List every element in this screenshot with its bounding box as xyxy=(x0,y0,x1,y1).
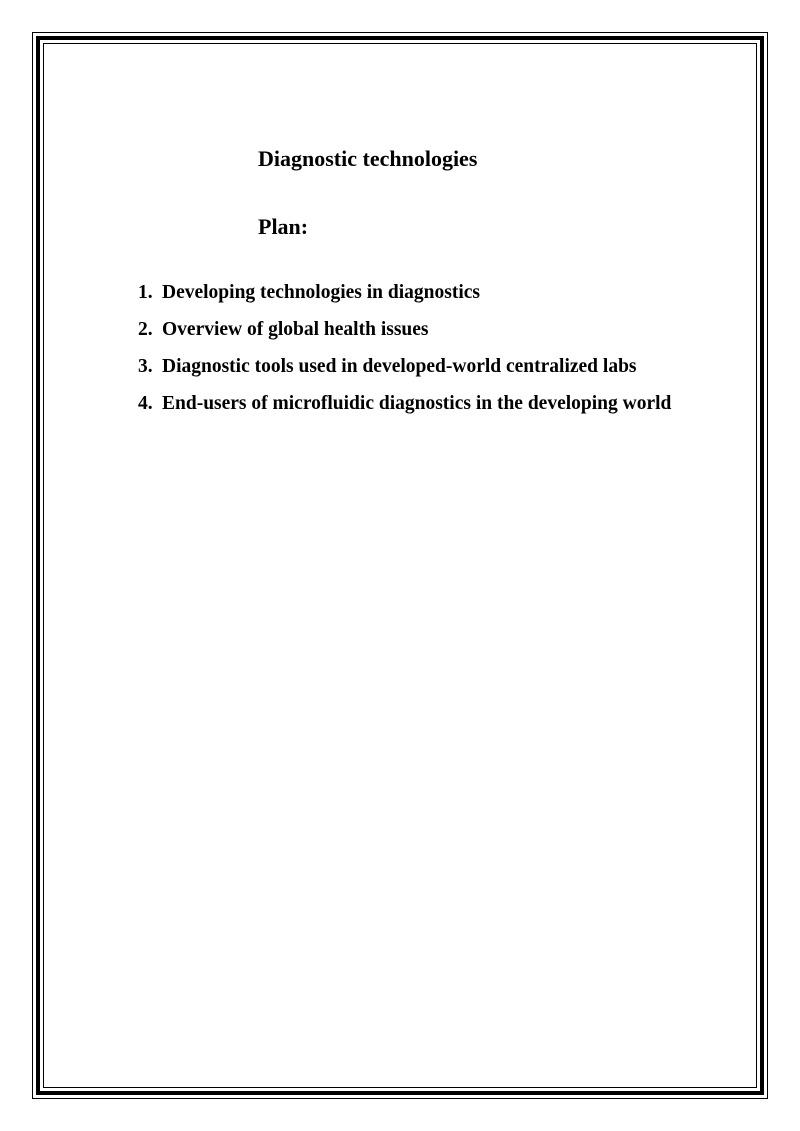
plan-item-2 xyxy=(138,317,671,354)
document-title: Diagnostic technologies xyxy=(258,146,478,171)
plan-item-4 xyxy=(138,391,671,428)
page-border-inner xyxy=(43,43,757,1088)
plan-item-1 xyxy=(138,280,671,317)
plan-item-number: 2. xyxy=(138,319,153,340)
plan-item-text: End-users of microfluidic diagnostics in the developing world xyxy=(162,393,672,414)
plan-item-text: Overview of global health issues xyxy=(162,319,429,340)
plan-list xyxy=(138,280,671,428)
plan-heading: Plan: xyxy=(258,214,309,239)
plan-item-text: Diagnostic tools used in developed-world centralized labs xyxy=(162,356,637,377)
plan-item-number: 1. xyxy=(138,282,153,303)
plan-item-text: Developing technologies in diagnostics xyxy=(162,282,480,303)
plan-item-number: 3. xyxy=(138,356,153,377)
plan-item-number: 4. xyxy=(138,393,153,414)
plan-item-3 xyxy=(138,354,671,391)
